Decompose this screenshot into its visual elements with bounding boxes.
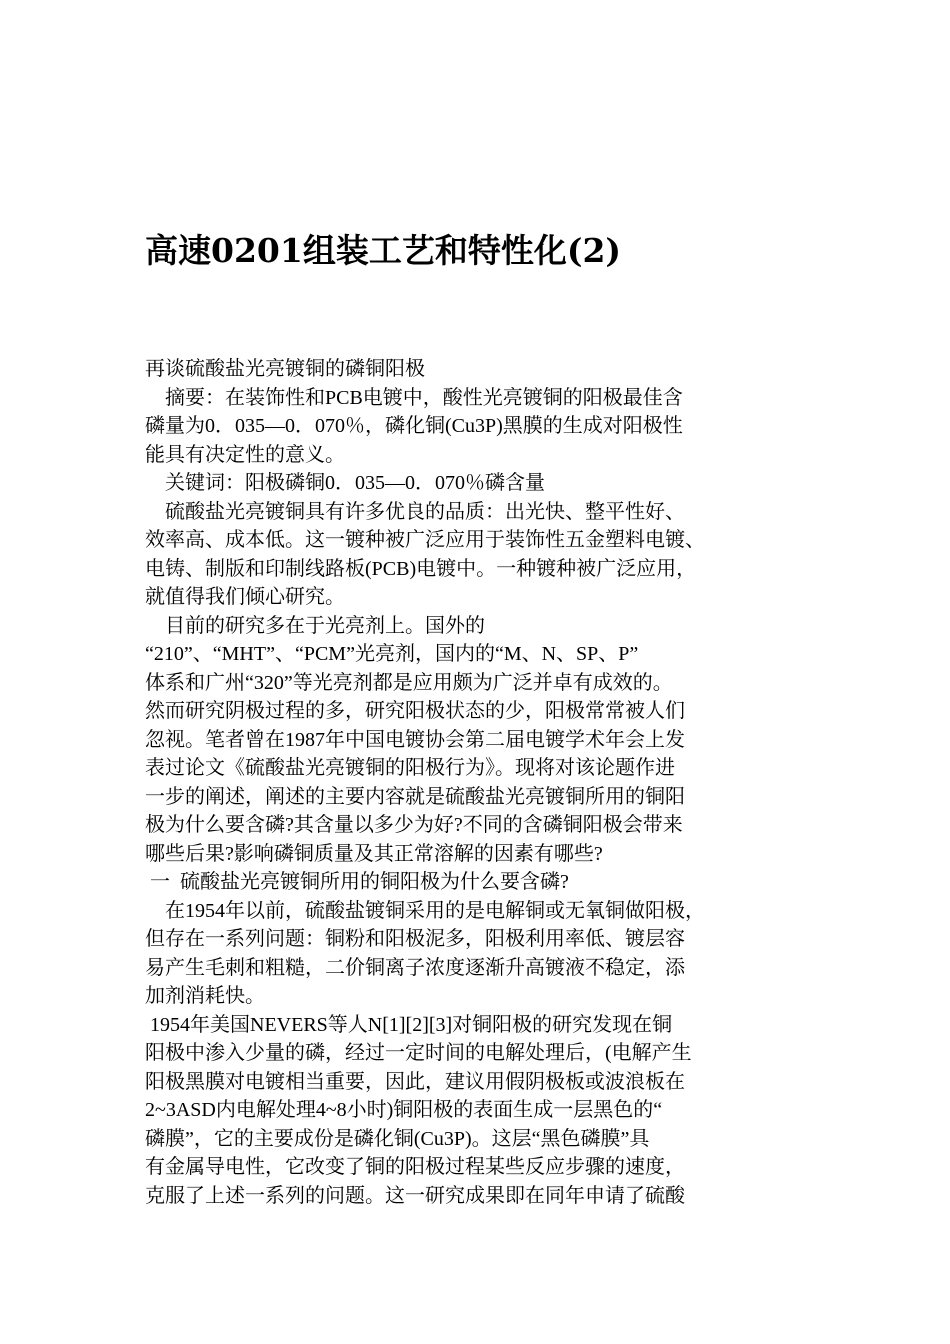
text-line: 但存在一系列问题：铜粉和阳极泥多，阳极利用率低、镀层容 [145,928,685,950]
text-line: 硫酸盐光亮镀铜具有许多优良的品质：出光快、整平性好、 [145,500,685,523]
text-line: 能具有决定性的意义。 [145,443,345,466]
text-line: 一 硫酸盐光亮镀铜所用的铜阳极为什么要含磷? [145,871,569,893]
text-line: 电铸、制版和印制线路板(PCB)电镀中。一种镀种被广泛应用， [145,557,697,580]
document-title: 高速0201组装工艺和特性化(2) [145,231,622,270]
text-line: 加剂消耗快。 [145,985,265,1007]
text-line: 阳极中渗入少量的磷，经过一定时间的电解处理后，(电解产生 [145,1042,692,1064]
text-line: 磷量为0．035—0．070％，磷化铜(Cu3P)黑膜的生成对阳极性 [145,415,683,437]
text-line: 1954年美国NEVERS等人N[1][2][3]对铜阳极的研究发现在铜 [145,1013,673,1036]
text-line: 磷膜”，它的主要成份是磷化铜(Cu3P)。这层“黑色磷膜”具 [145,1127,650,1150]
text-line: 就值得我们倾心研究。 [145,586,345,608]
text-line: 再谈硫酸盐光亮镀铜的磷铜阳极 [145,358,425,380]
text-line: 易产生毛刺和粗糙，二价铜离子浓度逐渐升高镀液不稳定，添 [145,956,685,979]
text-line: 体系和广州“320”等光亮剂都是应用颇为广泛并卓有成效的。 [145,671,673,694]
document-body [145,355,810,1210]
text-line: 关键词：阳极磷铜0．035—0．070％磷含量 [145,472,545,494]
text-line: 有金属导电性，它改变了铜的阳极过程某些反应步骤的速度， [145,1156,685,1178]
text-line: 表过论文《硫酸盐光亮镀铜的阳极行为》。现将对该论题作进 [145,757,675,779]
text-line: “210”、“MHT”、“PCM”光亮剂，国内的“M、N、SP、P” [145,643,639,665]
text-line: 哪些后果?影响磷铜质量及其正常溶解的因素有哪些? [145,842,603,865]
text-line: 忽视。笔者曾在1987年中国电镀协会第二届电镀学术年会上发 [145,728,685,751]
text-line: 一步的阐述，阐述的主要内容就是硫酸盐光亮镀铜所用的铜阳 [145,785,685,808]
text-line: 在1954年以前，硫酸盐镀铜采用的是电解铜或无氧铜做阳极， [145,899,705,922]
text-line: 然而研究阴极过程的多，研究阳极状态的少，阳极常常被人们 [145,700,685,722]
text-line: 摘要：在装饰性和PCB电镀中，酸性光亮镀铜的阳极最佳含 [145,386,683,409]
text-line: 克服了上述一系列的问题。这一研究成果即在同年申请了硫酸 [145,1184,685,1207]
text-line: 目前的研究多在于光亮剂上。国外的 [145,614,485,637]
text-line: 效率高、成本低。这一镀种被广泛应用于装饰性五金塑料电镀、 [145,529,705,551]
text-line: 阳极黑膜对电镀相当重要，因此，建议用假阴极板或波浪板在 [145,1070,685,1093]
text-line: 极为什么要含磷?其含量以多少为好?不同的含磷铜阳极会带来 [145,814,683,836]
text-line: 2~3ASD内电解处理4~8小时)铜阳极的表面生成一层黑色的“ [145,1099,663,1121]
